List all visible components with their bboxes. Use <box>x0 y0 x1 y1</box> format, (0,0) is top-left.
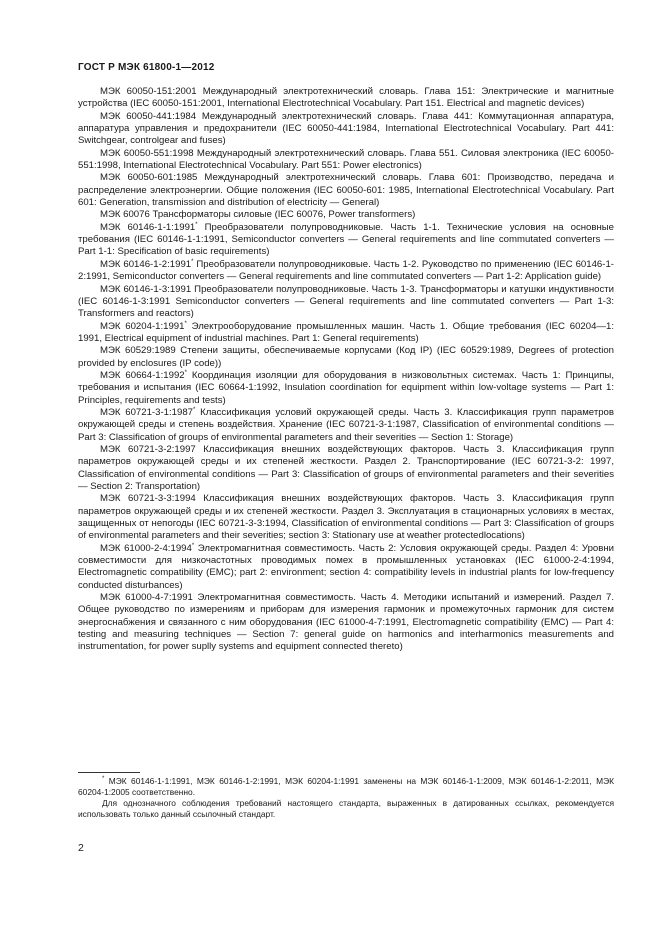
reference-text: Международный электротехнический словарь. Глава 441: Коммутационная аппаратура, аппаратура управления и предохранители (IEC 60050-441:1984, International Electrotechnical Vocabulary. Part 441: Switchgear, controlgear and fuses) <box>78 110 614 147</box>
reference-item <box>78 321 614 346</box>
footnote-text: МЭК 60146-1-1:1991, МЭК 60146-1-2:1991, МЭК 60204-1:1991 заменены на МЭК 60146-1-1:2009, МЭК 60146-1-2:2011, МЭК 60204-1:2005 соответственно. <box>78 776 614 797</box>
reference-text: Преобразователи полупроводниковые. Часть 1-3. Трансформаторы и катушки индуктивности (IEC 60146-1-3:1991 Semiconductor converters — General requirements and line commutated converters — Part 1-3: Transformers and reactors) <box>78 283 614 320</box>
reference-text: Международный электротехнический словарь. Глава 601: Производство, передача и распределение электроэнергии. Общие положения (IEC 60050-601: 1985, International Electrotechnical Vocabulary. Part 601: Generation, transmission and distribution of electricity — General) <box>78 172 614 209</box>
reference-id: МЭК 60146-1-1:1991 <box>100 221 196 233</box>
reference-id: МЭК 60204-1:1991 <box>100 320 185 332</box>
reference-item <box>78 222 614 259</box>
reference-id: МЭК 60076 <box>100 209 150 221</box>
reference-text: Электрооборудование промышленных машин. Часть 1. Общие требования (IEC 60204—1: 1991, Electrical equipment of industrial machines. Part 1: General requirements) <box>78 320 615 344</box>
reference-text: Классификация внешних воздействующих факторов. Часть 3. Классификация групп параметров окружающей среды и их степеней жесткости. Раздел 2. Транспортирование (IEC 60721-3-2: 1997, Classification of environmental conditions — Part 3: Classification of groups of environmental parameters and their severities — Section 2: Transportation) <box>78 443 615 492</box>
reference-text: Классификация условий окружающей среды. Часть 3. Классификация групп параметров окружающей среды и степень воздействия. Хранение (IEC 60721-3-1:1987, Classification of environmental conditions — Part 3: Classification of groups of environmental parameters and their severities — Section 1: Storage) <box>78 406 614 443</box>
footnote-mark: * <box>102 776 105 782</box>
reference-item <box>78 284 614 321</box>
reference-text: Классификация внешних воздействующих факторов. Часть 3. Классификация групп параметров окружающей среды и их степеней жесткости. Раздел 3. Эксплуатация в стационарных условиях в местах, защищенных от непогоды (IEC 60721-3-3:1994, Classification of environmental conditions — Part 3: Classification of groups of environmental parameters and their severities; section 3: Stationary use at weather protectedlocations) <box>78 493 615 542</box>
document-header: ГОСТ Р МЭК 61800-1—2012 <box>78 62 215 73</box>
footnote-mark: * <box>184 369 187 376</box>
reference-id: МЭК 60721-3-3:1994 <box>100 493 196 505</box>
footnote-mark: * <box>195 221 198 228</box>
footnote-mark: * <box>193 406 196 413</box>
reference-id: МЭК 60050-601:1985 <box>100 172 198 184</box>
reference-id: МЭК 60721-3-1:1987 <box>100 406 193 418</box>
reference-id: МЭК 60529:1989 <box>100 345 176 357</box>
reference-item <box>78 86 614 111</box>
footnote-mark: * <box>184 320 187 327</box>
reference-id: МЭК 60146-1-3:1991 <box>100 283 192 295</box>
reference-item <box>78 172 614 209</box>
reference-item <box>78 407 614 444</box>
footnote-replacement <box>78 776 614 798</box>
reference-item <box>78 148 614 173</box>
reference-item <box>78 592 614 654</box>
footnote-mark: * <box>191 542 195 549</box>
normative-references <box>78 86 614 654</box>
page-number: 2 <box>78 842 84 854</box>
footnote-recommendation: Для однозначного соблюдения требований настоящего стандарта, выраженных в датированных ссылках, рекомендуется использовать только данный ссылочный стандарт. <box>78 797 614 819</box>
reference-item <box>78 444 614 493</box>
reference-item <box>78 345 614 370</box>
reference-id: МЭК 60146-1-2:1991 <box>100 258 192 270</box>
reference-text: Международный электротехнический словарь. Глава 151: Электрические и магнитные устройства (IEC 60050-151:2001, International Electrotechnical Vocabulary. Part 151. Electrical and magnetic devices) <box>78 86 614 110</box>
footnote-mark: * <box>191 258 194 265</box>
reference-item <box>78 111 614 148</box>
reference-text: Электромагнитная совместимость. Часть 4. Методики испытаний и измерений. Раздел 7. Общее руководство по измерениям и приборам для измерения гармоник и промежуточных гармоник для систем энергоснабжения и связанного с ним оборудования (IEC 61000-4-7:1991, Electromagnetic compatibility (EMC) — Part 4: testing and measuring techniques — Section 7: general guide on harmonics and interharmonics measurements and instrumentation, for power suplly systems and equipment connected thereto) <box>78 592 615 653</box>
footnote-divider <box>78 772 140 773</box>
reference-text: Преобразователи полупроводниковые. Часть 1-2. Руководство по применению (IEC 60146-1-2:1991, Semiconductor converters — General requirements and line commutated converters — Part 1-2: Application guide) <box>78 258 614 283</box>
reference-text: Преобразователи полупроводниковые. Часть 1-1. Технические условия на основные требования (IEC 60146-1-1:1991, Semiconductor converters — General requirements and line commutated converters — Part 1-1: Specification of basic requirements) <box>78 221 614 258</box>
reference-id: МЭК 61000-4-7:1991 <box>100 592 193 604</box>
reference-id: МЭК 60050-441:1984 <box>100 110 197 122</box>
footnotes <box>78 776 614 820</box>
reference-id: МЭК 60050-151:2001 <box>100 86 197 97</box>
reference-item <box>78 370 614 407</box>
reference-item <box>78 259 614 284</box>
reference-id: МЭК 60664-1:1992 <box>100 369 185 381</box>
reference-item <box>78 493 614 542</box>
reference-id: МЭК 61000-2-4:1994 <box>100 542 192 554</box>
reference-text: Электромагнитная совместимость. Часть 2: Условия окружающей среды. Раздел 4: Уровни совместимости для низкочастотных проводимых помех в промышленных установках (IEC 61000-2-4:1994, Electromagnetic compatibility (EMC); part 2: environment; section 4: compatibility levels in industrial plants for low-frequency conducted disturbances) <box>78 542 615 591</box>
reference-id: МЭК 60050-551:1998 <box>100 147 194 159</box>
reference-text: Трансформаторы силовые (IEC 60076, Power transformers) <box>149 209 416 221</box>
reference-text: Международный электротехнический словарь. Глава 551. Силовая электроника (IEC 60050-551:1998, International Electrotechnical Vocabulary. Part 551: Power electronics) <box>78 147 615 172</box>
reference-text: Координация изоляции для оборудования в низковольтных системах. Часть 1: Принципы, требования и испытания (IEC 60664-1:1992, Insulation coordination for equipment within low-voltage systems — Part 1: Principles, requirements and tests) <box>78 369 614 406</box>
reference-id: МЭК 60721-3-2:1997 <box>100 443 196 455</box>
reference-item <box>78 543 614 592</box>
reference-text: Степени защиты, обеспечиваемые корпусами (Код IP) (IEC 60529:1989, Degrees of protection provided by enclosures (IP code)) <box>78 345 615 369</box>
reference-item <box>78 209 614 221</box>
